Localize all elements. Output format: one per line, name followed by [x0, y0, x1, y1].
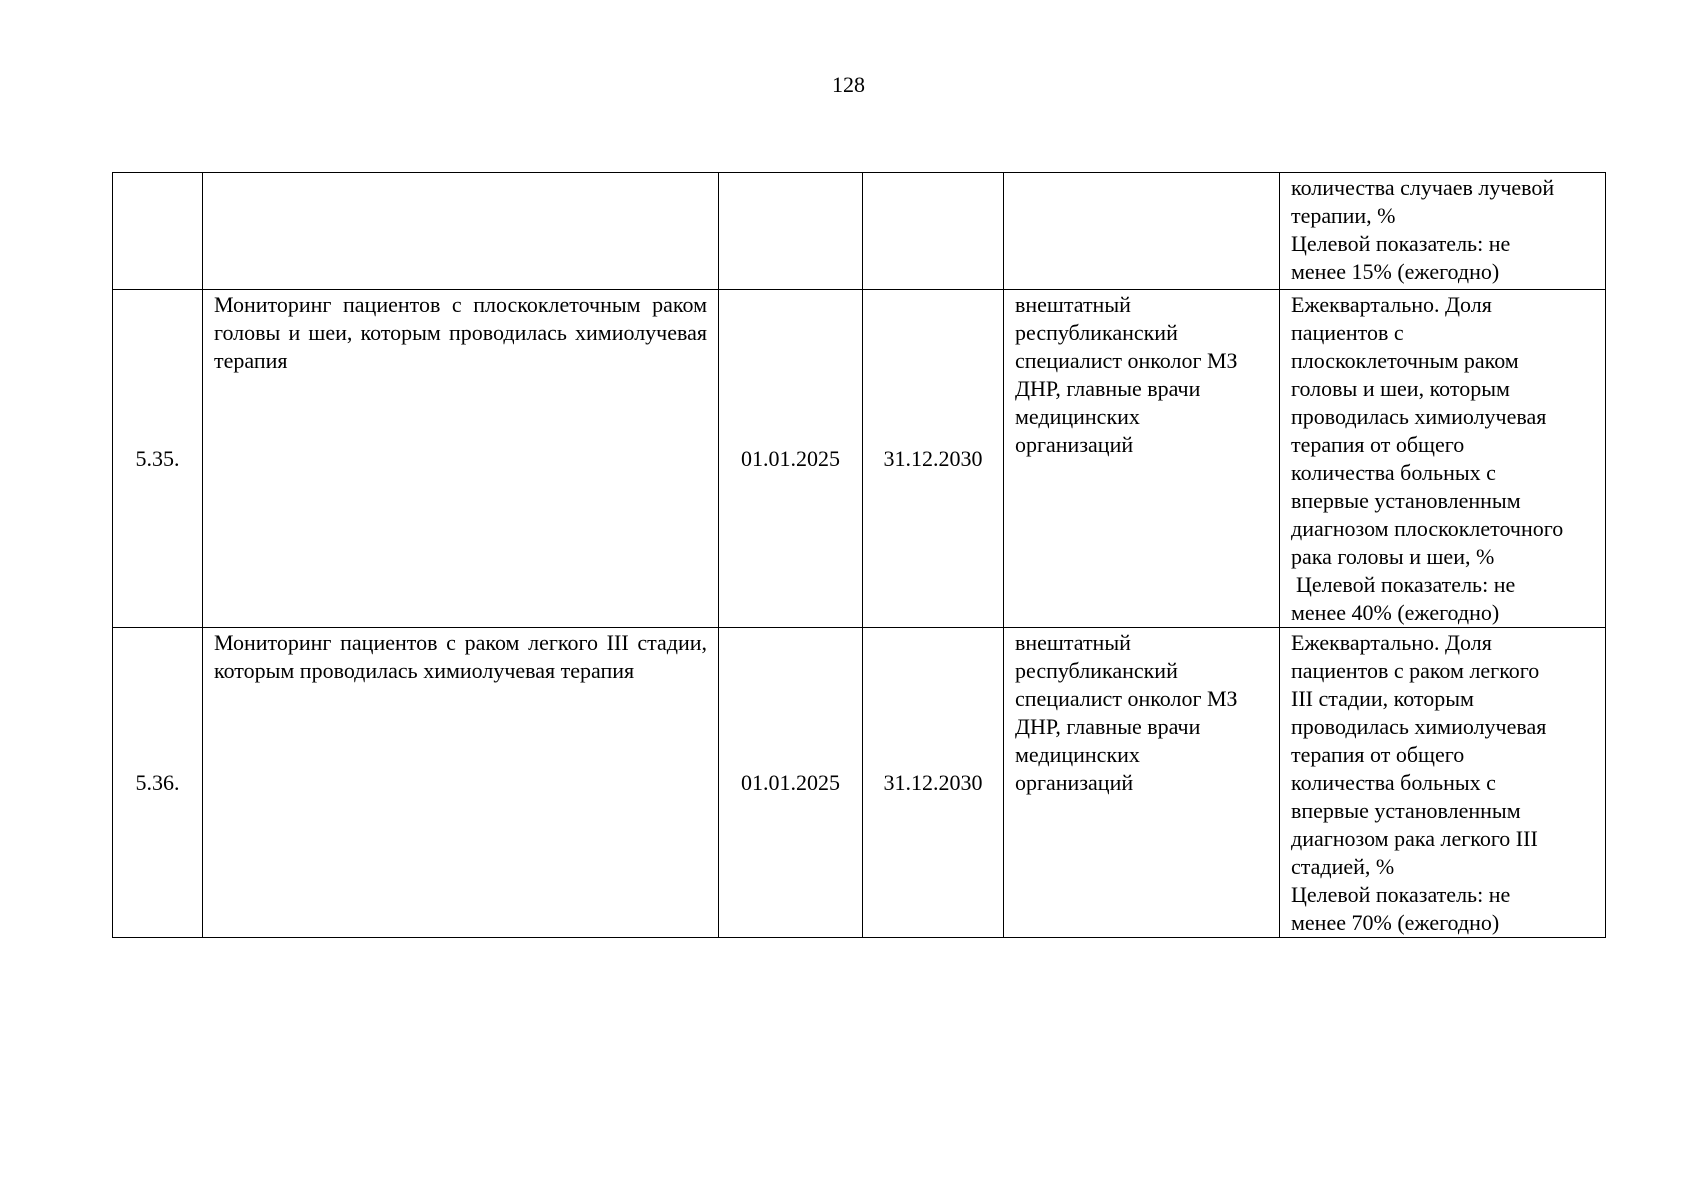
cell-end-date: 31.12.2030 [863, 628, 1004, 938]
responsible-line: республиканский [1015, 320, 1178, 345]
indicator-line: впервые установленным [1291, 488, 1521, 513]
indicator-line: Целевой показатель: не [1291, 231, 1511, 256]
indicator-line: диагнозом плоскоклеточного [1291, 516, 1564, 541]
responsible-line: специалист онколог МЗ [1015, 686, 1238, 711]
cell-responsible [1004, 173, 1280, 290]
indicator-line: Целевой показатель: не [1291, 882, 1511, 907]
table-row-continuation [113, 173, 1606, 290]
indicator-line: стадией, % [1291, 854, 1395, 879]
table-row [113, 628, 1606, 938]
responsible-line: специалист онколог МЗ [1015, 348, 1238, 373]
responsible-line: внештатный [1015, 292, 1131, 317]
cell-end-date: 31.12.2030 [863, 290, 1004, 628]
responsible-line: республиканский [1015, 658, 1178, 683]
responsible-line: ДНР, главные врачи [1015, 376, 1201, 401]
responsible-line: ДНР, главные врачи [1015, 714, 1201, 739]
indicator-line: терапии, % [1291, 203, 1396, 228]
indicator-line: пациентов с раком легкого [1291, 658, 1540, 683]
cell-number: 5.35. [113, 290, 203, 628]
indicator-line: менее 40% (ежегодно) [1291, 600, 1500, 625]
indicator-line: головы и шеи, которым [1291, 376, 1510, 401]
indicator-line: количества больных с [1291, 770, 1496, 795]
cell-start-date: 01.01.2025 [719, 628, 863, 938]
indicator-line: количества больных с [1291, 460, 1496, 485]
indicator-line: впервые установленным [1291, 798, 1521, 823]
indicator-line: пациентов с [1291, 320, 1404, 345]
indicator-line: количества случаев лучевой [1291, 175, 1555, 200]
responsible-line: организаций [1015, 432, 1134, 457]
indicator-line: Ежеквартально. Доля [1291, 630, 1492, 655]
indicator-line: диагнозом рака легкого III [1291, 826, 1538, 851]
cell-number: 5.36. [113, 628, 203, 938]
responsible-line: внештатный [1015, 630, 1131, 655]
indicator-line: менее 15% (ежегодно) [1291, 259, 1500, 284]
indicator-line: плоскоклеточным раком [1291, 348, 1519, 373]
indicator-line: терапия от общего [1291, 432, 1465, 457]
description-text: Мониторинг пациентов с раком легкого III стадии, которым проводилась химиолучевая терапия [214, 630, 707, 683]
page-number: 128 [832, 72, 865, 97]
cell-indicator [1280, 628, 1606, 938]
indicator-line: Ежеквартально. Доля [1291, 292, 1492, 317]
indicator-line: проводилась химиолучевая [1291, 404, 1547, 429]
description-text: Мониторинг пациентов с плоскоклеточным раком головы и шеи, которым проводилась химиолучевая терапия [214, 292, 707, 373]
indicator-line: проводилась химиолучевая [1291, 714, 1547, 739]
cell-description [203, 290, 719, 628]
activities-table [112, 172, 1606, 938]
indicator-line: рака головы и шеи, % [1291, 544, 1495, 569]
indicator-line: Целевой показатель: не [1296, 572, 1516, 597]
cell-indicator [1280, 173, 1606, 290]
cell-number [113, 173, 203, 290]
cell-start-date [719, 173, 863, 290]
table-row [113, 290, 1606, 628]
responsible-line: медицинских [1015, 742, 1140, 767]
indicator-line: терапия от общего [1291, 742, 1465, 767]
cell-end-date [863, 173, 1004, 290]
cell-responsible [1004, 290, 1280, 628]
cell-description [203, 628, 719, 938]
responsible-line: медицинских [1015, 404, 1140, 429]
cell-description [203, 173, 719, 290]
indicator-line: менее 70% (ежегодно) [1291, 910, 1500, 935]
cell-start-date: 01.01.2025 [719, 290, 863, 628]
indicator-line: III стадии, которым [1291, 686, 1474, 711]
cell-responsible [1004, 628, 1280, 938]
cell-indicator [1280, 290, 1606, 628]
responsible-line: организаций [1015, 770, 1134, 795]
